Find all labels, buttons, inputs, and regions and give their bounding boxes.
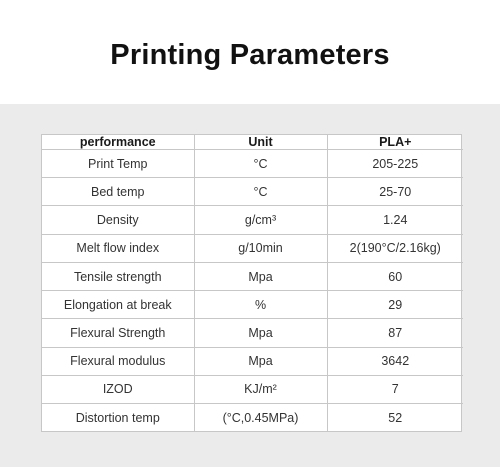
table-row	[42, 404, 463, 431]
cell-value: 7	[327, 375, 463, 403]
cell-unit: g/cm³	[194, 206, 327, 234]
cell-value: 29	[327, 291, 463, 319]
cell-property: IZOD	[42, 375, 194, 403]
cell-unit: Mpa	[194, 319, 327, 347]
cell-unit: Mpa	[194, 347, 327, 375]
cell-property: Tensile strength	[42, 262, 194, 290]
cell-value: 52	[327, 404, 463, 431]
table-row	[42, 319, 463, 347]
cell-value: 60	[327, 262, 463, 290]
parameters-table	[42, 135, 463, 431]
cell-unit: (°C,0.45MPa)	[194, 404, 327, 431]
cell-property: Elongation at break	[42, 291, 194, 319]
table-row	[42, 234, 463, 262]
table-row	[42, 375, 463, 403]
cell-property: Density	[42, 206, 194, 234]
cell-value: 25-70	[327, 178, 463, 206]
cell-property: Bed temp	[42, 178, 194, 206]
cell-property: Distortion temp	[42, 404, 194, 431]
cell-value: 2(190°C/2.16kg)	[327, 234, 463, 262]
cell-property: Print Temp	[42, 150, 194, 178]
cell-unit: Mpa	[194, 262, 327, 290]
cell-property: Melt flow index	[42, 234, 194, 262]
cell-value: 1.24	[327, 206, 463, 234]
table-header-row	[42, 135, 463, 150]
cell-unit: °C	[194, 150, 327, 178]
table-row	[42, 150, 463, 178]
page-title: Printing Parameters	[110, 38, 390, 71]
cell-unit: KJ/m²	[194, 375, 327, 403]
cell-value: 205-225	[327, 150, 463, 178]
table-row	[42, 347, 463, 375]
table-row	[42, 291, 463, 319]
table-row	[42, 206, 463, 234]
parameters-table-container	[41, 134, 462, 432]
cell-unit: g/10min	[194, 234, 327, 262]
cell-value: 87	[327, 319, 463, 347]
cell-property: Flexural modulus	[42, 347, 194, 375]
cell-property: Flexural Strength	[42, 319, 194, 347]
table-row	[42, 262, 463, 290]
title-area	[0, 0, 500, 104]
cell-unit: %	[194, 291, 327, 319]
header-material: PLA+	[327, 135, 463, 150]
cell-value: 3642	[327, 347, 463, 375]
cell-unit: °C	[194, 178, 327, 206]
table-row	[42, 178, 463, 206]
header-unit: Unit	[194, 135, 327, 150]
header-performance: performance	[42, 135, 194, 150]
